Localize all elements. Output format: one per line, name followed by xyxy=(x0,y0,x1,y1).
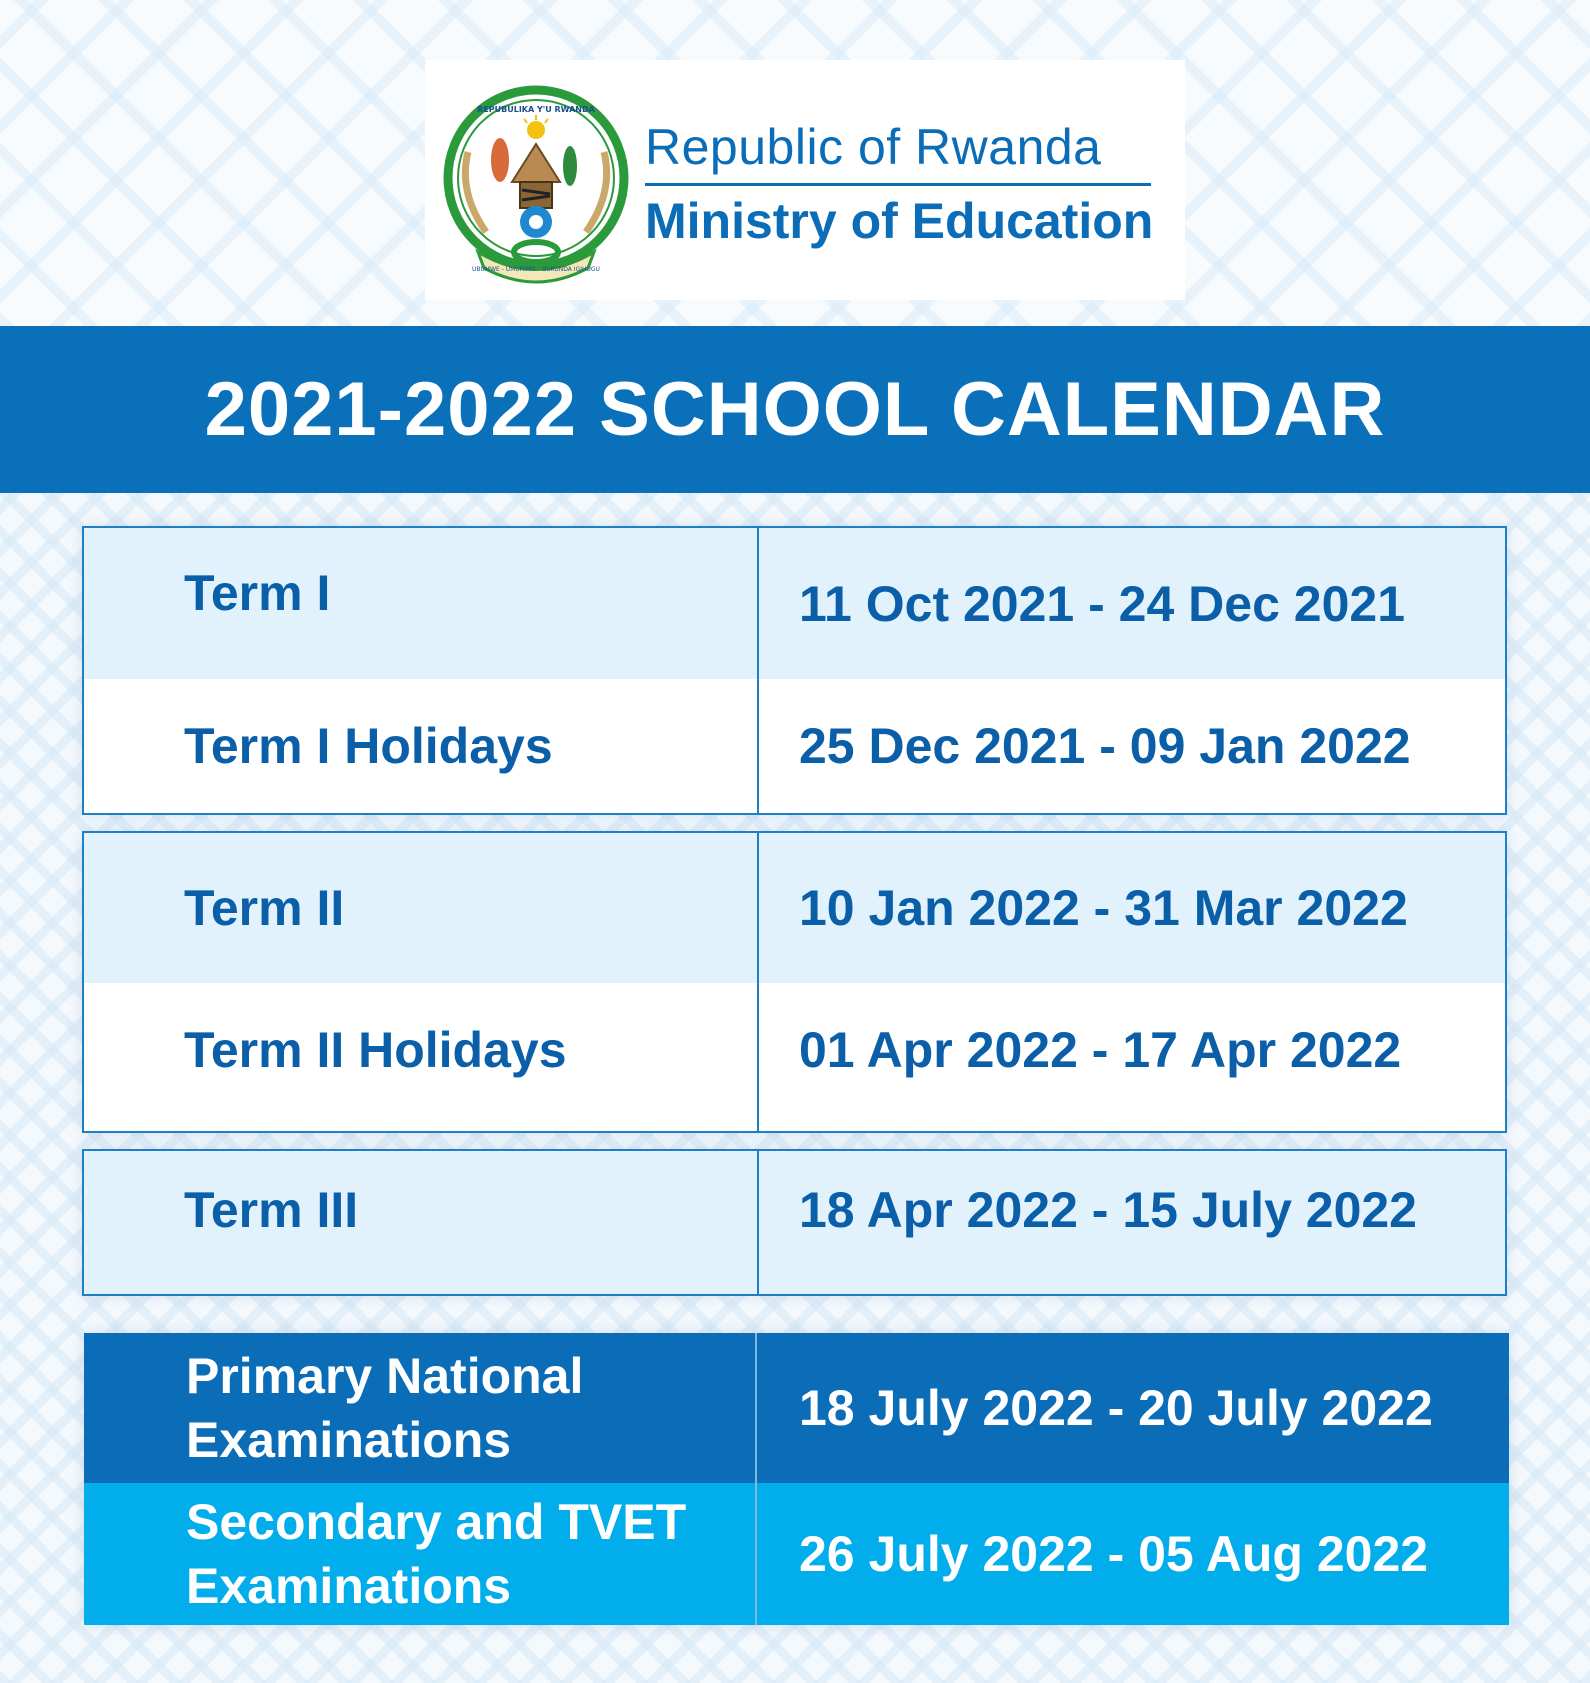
table-row xyxy=(84,833,1505,983)
rwanda-coat-of-arms-icon xyxy=(438,82,634,292)
exam-dates: 26 July 2022 - 05 Aug 2022 xyxy=(799,1526,1429,1582)
term-dates: 11 Oct 2021 - 24 Dec 2021 xyxy=(799,575,1406,632)
term-group-2 xyxy=(82,831,1507,1133)
table-row xyxy=(84,1151,1505,1294)
table-row xyxy=(84,679,1505,813)
title-band xyxy=(0,326,1590,493)
term-label: Term III xyxy=(84,1151,759,1294)
table-row xyxy=(84,983,1505,1131)
ministry-name: Ministry of Education xyxy=(645,193,1154,249)
term-label: Term II Holidays xyxy=(84,983,759,1131)
emblem-top-text: REPUBULIKA Y'U RWANDA xyxy=(477,105,595,114)
term-dates: 10 Jan 2022 - 31 Mar 2022 xyxy=(799,880,1408,936)
table-row xyxy=(84,1483,1509,1625)
page-title: 2021-2022 SCHOOL CALENDAR xyxy=(204,367,1386,452)
exams-table xyxy=(84,1333,1509,1625)
term-label: Term II xyxy=(84,833,759,983)
term-group-1 xyxy=(82,526,1507,815)
table-row xyxy=(84,1333,1509,1483)
term-label: Term I Holidays xyxy=(84,679,759,813)
country-name: Republic of Rwanda xyxy=(645,119,1102,175)
emblem-motto: UBUMWE - UMURIMO - GUKUNDA IGIHUGU xyxy=(472,266,600,273)
term-dates: 18 Apr 2022 - 15 July 2022 xyxy=(799,1182,1417,1238)
exam-dates: 18 July 2022 - 20 July 2022 xyxy=(799,1380,1433,1436)
term-dates: 01 Apr 2022 - 17 Apr 2022 xyxy=(799,1022,1402,1078)
header-divider xyxy=(645,183,1151,186)
term-dates: 25 Dec 2021 - 09 Jan 2022 xyxy=(799,718,1411,774)
term-label: Term I xyxy=(84,528,759,679)
term-group-3 xyxy=(82,1149,1507,1296)
exam-label: Primary National Examinations xyxy=(84,1333,757,1483)
table-row xyxy=(84,528,1505,679)
exam-label: Secondary and TVET Examinations xyxy=(84,1483,757,1625)
